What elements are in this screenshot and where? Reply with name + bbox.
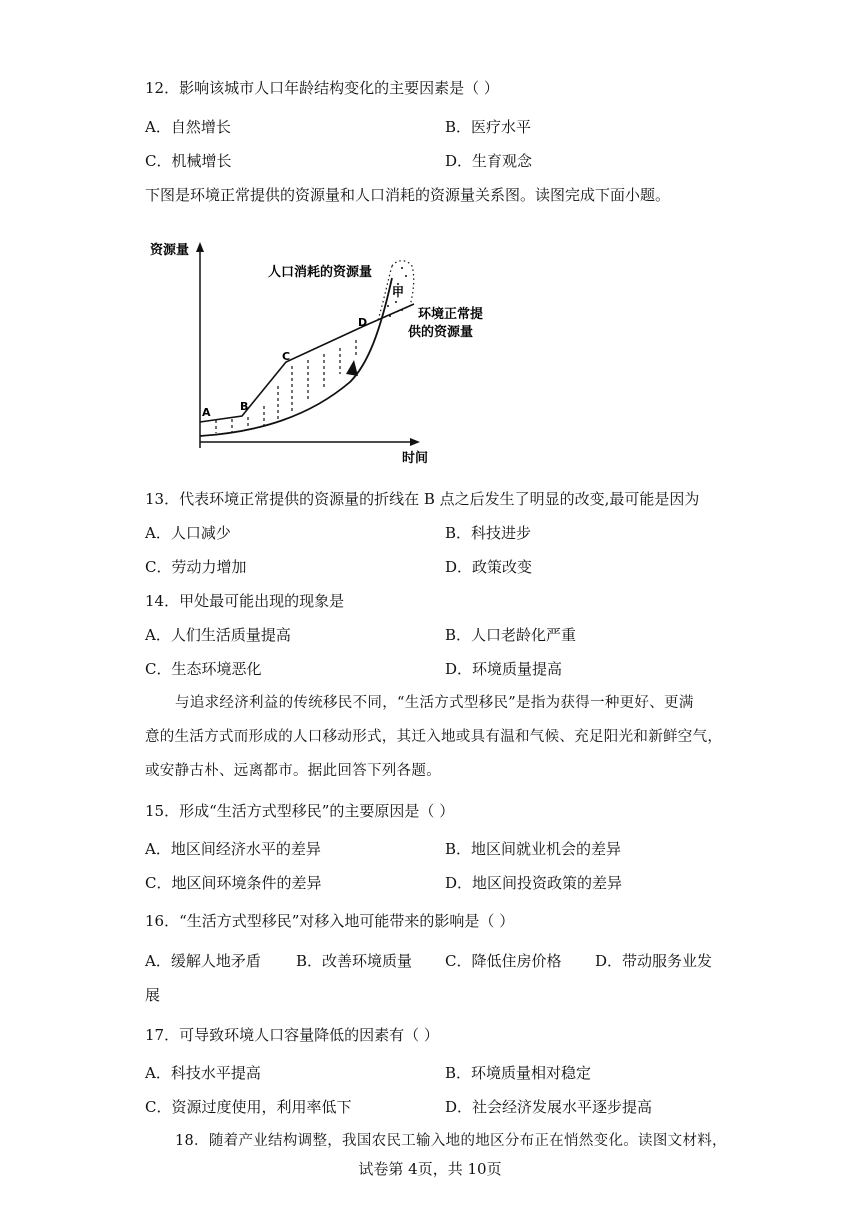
page-footer: 试卷第 4页，共 10页 [358,1160,502,1178]
option-12-c[interactable]: C．机械增长 [145,152,232,170]
option-12-a[interactable]: A．自然增长 [145,118,231,136]
dot [405,275,407,277]
passage-line-3: 或安静古朴、远离都市。据此回答下列各题。 [145,763,441,779]
option-14-b[interactable]: B．人口老龄化严重 [445,626,577,644]
option-13-d[interactable]: D．政策改变 [445,558,533,576]
option-16-c[interactable]: C．降低住房价格 [445,952,562,970]
dot [401,267,403,269]
figure-intro: 下图是环境正常提供的资源量和人口消耗的资源量关系图。读图完成下面小题。 [145,186,671,204]
option-17-a[interactable]: A．科技水平提高 [145,1064,261,1082]
question-18-stem: 18．随着产业结构调整，我国农民工输入地的地区分布正在悄然变化。读图文材料， [175,1133,727,1149]
option-13-c[interactable]: C．劳动力增加 [145,558,247,576]
passage-line-2: 意的生活方式而形成的人口移动形式，其迁入地或具有温和气候、充足阳光和新鲜空气， [145,729,723,745]
option-13-b[interactable]: B．科技进步 [445,524,532,542]
point-d-label: D [358,316,368,329]
point-a-label: A [202,406,211,419]
provided-resource-line [200,304,414,422]
point-c-label: C [282,350,291,363]
option-15-c[interactable]: C．地区间环境条件的差异 [145,874,322,892]
option-17-d[interactable]: D．社会经济发展水平逐步提高 [445,1098,653,1116]
passage-line-1: 与追求经济利益的传统移民不同，“生活方式型移民”是指为获得一种更好、更满 [175,695,694,711]
question-17-stem: 17．可导致环境人口容量降低的因素有（ ） [145,1026,439,1044]
question-12-stem: 12．影响该城市人口年龄结构变化的主要因素是（ ） [145,79,499,97]
dot [395,301,397,303]
x-axis-label: 时间 [402,451,429,466]
dot [401,309,403,311]
provided-resource-label-1: 环境正常提 [418,307,484,322]
question-13-stem: 13．代表环境正常提供的资源量的折线在 B 点之后发生了明显的改变,最可能是因为 [145,490,700,508]
y-axis-label: 资源量 [150,243,190,258]
resource-diagram [150,236,490,468]
consumed-resource-label: 人口消耗的资源量 [268,265,373,280]
provided-resource-label-2: 供的资源量 [408,325,474,340]
point-b-label: B [240,400,249,413]
y-axis-arrow-icon [196,242,204,252]
option-14-a[interactable]: A．人们生活质量提高 [145,626,291,644]
option-16-d-continued: 展 [145,986,161,1004]
dot [389,315,391,317]
dot [387,305,389,307]
option-16-a[interactable]: A．缓解人地矛盾 [145,952,261,970]
question-16-stem: 16．“生活方式型移民”对移入地可能带来的影响是（ ） [145,912,515,930]
x-axis-arrow-icon [410,438,420,446]
option-15-a[interactable]: A．地区间经济水平的差异 [145,840,321,858]
curve-direction-arrow-icon [346,360,358,376]
option-12-d[interactable]: D．生育观念 [445,152,533,170]
option-15-d[interactable]: D．地区间投资政策的差异 [445,874,623,892]
option-17-b[interactable]: B．环境质量相对稳定 [445,1064,592,1082]
option-15-b[interactable]: B．地区间就业机会的差异 [445,840,622,858]
option-16-d[interactable]: D．带动服务业发 [595,952,713,970]
option-14-c[interactable]: C．生态环境恶化 [145,660,262,678]
question-14-stem: 14．甲处最可能出现的现象是 [145,592,345,610]
option-16-b[interactable]: B．改善环境质量 [296,952,413,970]
option-13-a[interactable]: A．人口减少 [145,524,231,542]
option-17-c[interactable]: C．资源过度使用，利用率低下 [145,1098,352,1116]
option-12-b[interactable]: B．医疗水平 [445,118,532,136]
region-jia-label: 甲 [392,285,405,299]
option-14-d[interactable]: D．环境质量提高 [445,660,563,678]
question-15-stem: 15．形成“生活方式型移民”的主要原因是（ ） [145,802,455,820]
